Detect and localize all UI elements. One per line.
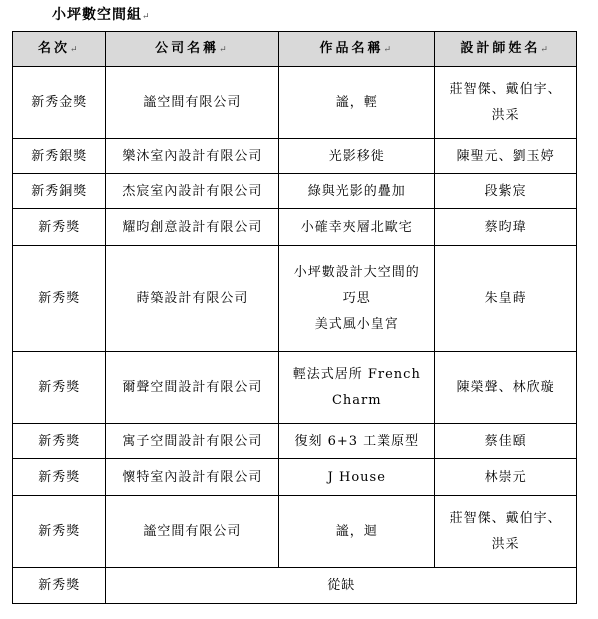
paragraph-mark-icon: ↵ [69,44,81,55]
work-cell: 謐，輕 [279,67,435,139]
rank-cell: 新秀獎 [13,246,106,352]
company-cell: 蒔築設計有限公司 [106,246,279,352]
rank-cell: 新秀獎 [13,352,106,424]
company-cell: 爾聲空間設計有限公司 [106,352,279,424]
designer-cell: 蔡佳頤 [435,424,577,459]
vacancy-cell: 從缺 [106,568,577,604]
work-cell: 綠與光影的疊加 [279,174,435,209]
header-cell-work: 作品名稱↵ [279,32,435,67]
work-cell: 小坪數設計大空間的 巧思 美式風小皇宮 [279,246,435,352]
table-row [13,209,577,246]
rank-cell: 新秀獎 [13,424,106,459]
company-cell: 耀昀創意設計有限公司 [106,209,279,246]
work-cell: 小確幸夾層北歐宅 [279,209,435,246]
designer-cell: 林崇元 [435,459,577,496]
rank-cell: 新秀獎 [13,209,106,246]
designer-cell: 莊智傑、戴伯宇、 洪采 [435,67,577,139]
table-row [13,352,577,424]
work-cell: J House [279,459,435,496]
rank-cell: 新秀獎 [13,568,106,604]
rank-cell: 新秀獎 [13,459,106,496]
table-row [13,424,577,459]
designer-cell: 陳榮聲、林欣璇 [435,352,577,424]
company-cell: 杰宸室內設計有限公司 [106,174,279,209]
designer-cell: 莊智傑、戴伯宇、 洪采 [435,496,577,568]
header-row [13,32,577,67]
page-title-text: 小坪數空間組 [52,7,142,23]
vacancy-row [13,568,577,604]
paragraph-mark-icon: ↵ [383,44,395,55]
work-cell: 輕法式居所 French Charm [279,352,435,424]
work-cell: 復刻 6+3 工業原型 [279,424,435,459]
rank-cell: 新秀銅獎 [13,174,106,209]
paragraph-mark-icon: ↵ [142,12,151,22]
header-cell-company: 公司名稱↵ [106,32,279,67]
rank-cell: 新秀獎 [13,496,106,568]
rank-cell: 新秀金獎 [13,67,106,139]
table-row [13,174,577,209]
work-cell: 謐，迴 [279,496,435,568]
table-row [13,459,577,496]
designer-cell: 段紫宸 [435,174,577,209]
rank-cell: 新秀銀獎 [13,139,106,174]
designer-cell: 朱皇蒔 [435,246,577,352]
table-row [13,496,577,568]
work-cell: 光影移徙 [279,139,435,174]
table-row [13,246,577,352]
header-cell-designer: 設計師姓名↵ [435,32,577,67]
paragraph-mark-icon: ↵ [540,44,551,55]
table-row [13,139,577,174]
designer-cell: 陳聖元、劉玉婷 [435,139,577,174]
paragraph-mark-icon: ↵ [219,44,230,55]
page-title [52,4,151,24]
designer-cell: 蔡昀瑋 [435,209,577,246]
company-cell: 樂沐室內設計有限公司 [106,139,279,174]
header-cell-rank: 名次↵ [13,32,106,67]
company-cell: 謐空間有限公司 [106,496,279,568]
company-cell: 寓子空間設計有限公司 [106,424,279,459]
table-row [13,67,577,139]
company-cell: 懷特室內設計有限公司 [106,459,279,496]
company-cell: 謐空間有限公司 [106,67,279,139]
awards-table [12,31,577,604]
